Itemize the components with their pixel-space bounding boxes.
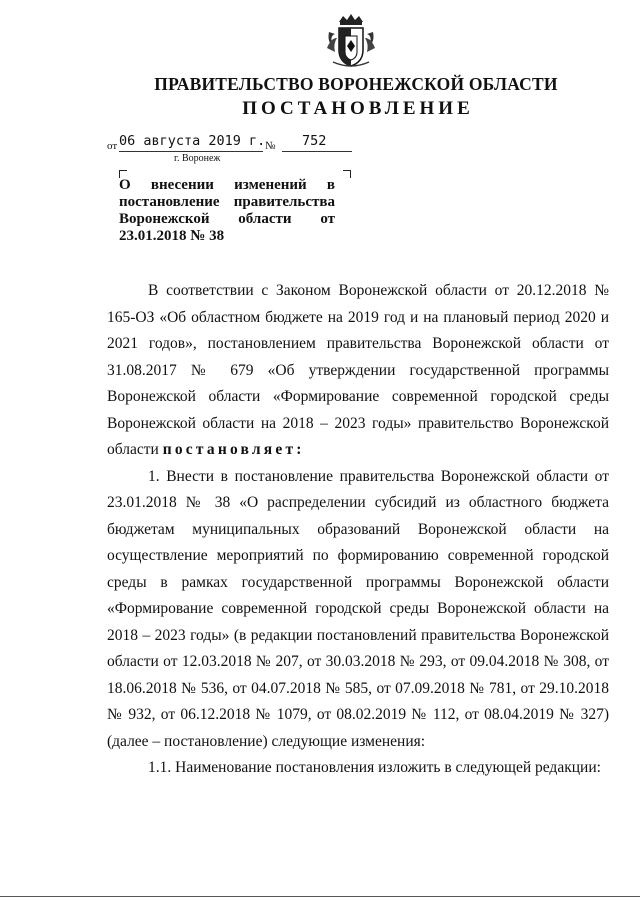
body-paragraph-preamble xyxy=(107,278,609,464)
document-date: 06 августа 2019 г. xyxy=(119,133,263,152)
preamble-text: В соответствии с Законом Воронежской области от 20.12.2018 № 165-ОЗ «Об областном бюджете на 2019 год и на плановый период 2020 и 2021 годов», постановлением правительства Воронежской области от 31.08.2017 № 679 «Об утверждении государственной программы Воронежской области «Формирование современной городской среды Воронежской области на 2018 – 2023 годы» правительство Воронежской области xyxy=(107,282,609,458)
body-paragraph-item-1: 1. Внести в постановление правительства Воронежской области от 23.01.2018 № 38 «О распределении субсидий из областного бюджета бюджетам муниципальных образований Воронежской области на осуществление мероприятий по формированию современной городской среды в рамках государственной программы Воронежской области «Формирование современной городской среды Воронежской области на 2018 – 2023 годы» (в редакции постановлений правительства Воронежской области от 12.03.2018 № 207, от 30.03.2018 № 293, от 09.04.2018 № 308, от 18.06.2018 № 536, от 04.07.2018 № 585, от 07.09.2018 № 781, от 29.10.2018 № 932, от 06.12.2018 № 1079, от 08.02.2019 № 112, от 08.04.2019 № 327) (далее – постановление) следующие изменения: xyxy=(107,467,609,750)
document-type: ПОСТАНОВЛЕНИЕ xyxy=(242,98,474,119)
subject-line: О внесении изменений в xyxy=(119,177,335,193)
date-prefix-label: от xyxy=(107,140,118,152)
subject-line: Воронежской области от xyxy=(119,211,335,227)
subject-line: 23.01.2018 № 38 xyxy=(119,228,225,244)
resolution-verb: постановляет: xyxy=(162,441,305,458)
number-label: № xyxy=(265,140,276,152)
subject-line: постановление правительства xyxy=(119,194,335,210)
government-title: ПРАВИТЕЛЬСТВО ВОРОНЕЖСКОЙ ОБЛАСТИ xyxy=(154,74,558,94)
coat-of-arms-icon xyxy=(325,12,377,70)
subject-corner-right xyxy=(343,170,351,178)
city-label: г. Воронеж xyxy=(174,153,221,164)
document-body xyxy=(107,278,609,782)
page-bottom-edge xyxy=(0,896,640,897)
document-subject xyxy=(119,177,335,245)
body-paragraph-item-1-1: 1.1. Наименование постановления изложить в следующей редакции: xyxy=(148,759,601,776)
document-number: 752 xyxy=(282,133,352,152)
